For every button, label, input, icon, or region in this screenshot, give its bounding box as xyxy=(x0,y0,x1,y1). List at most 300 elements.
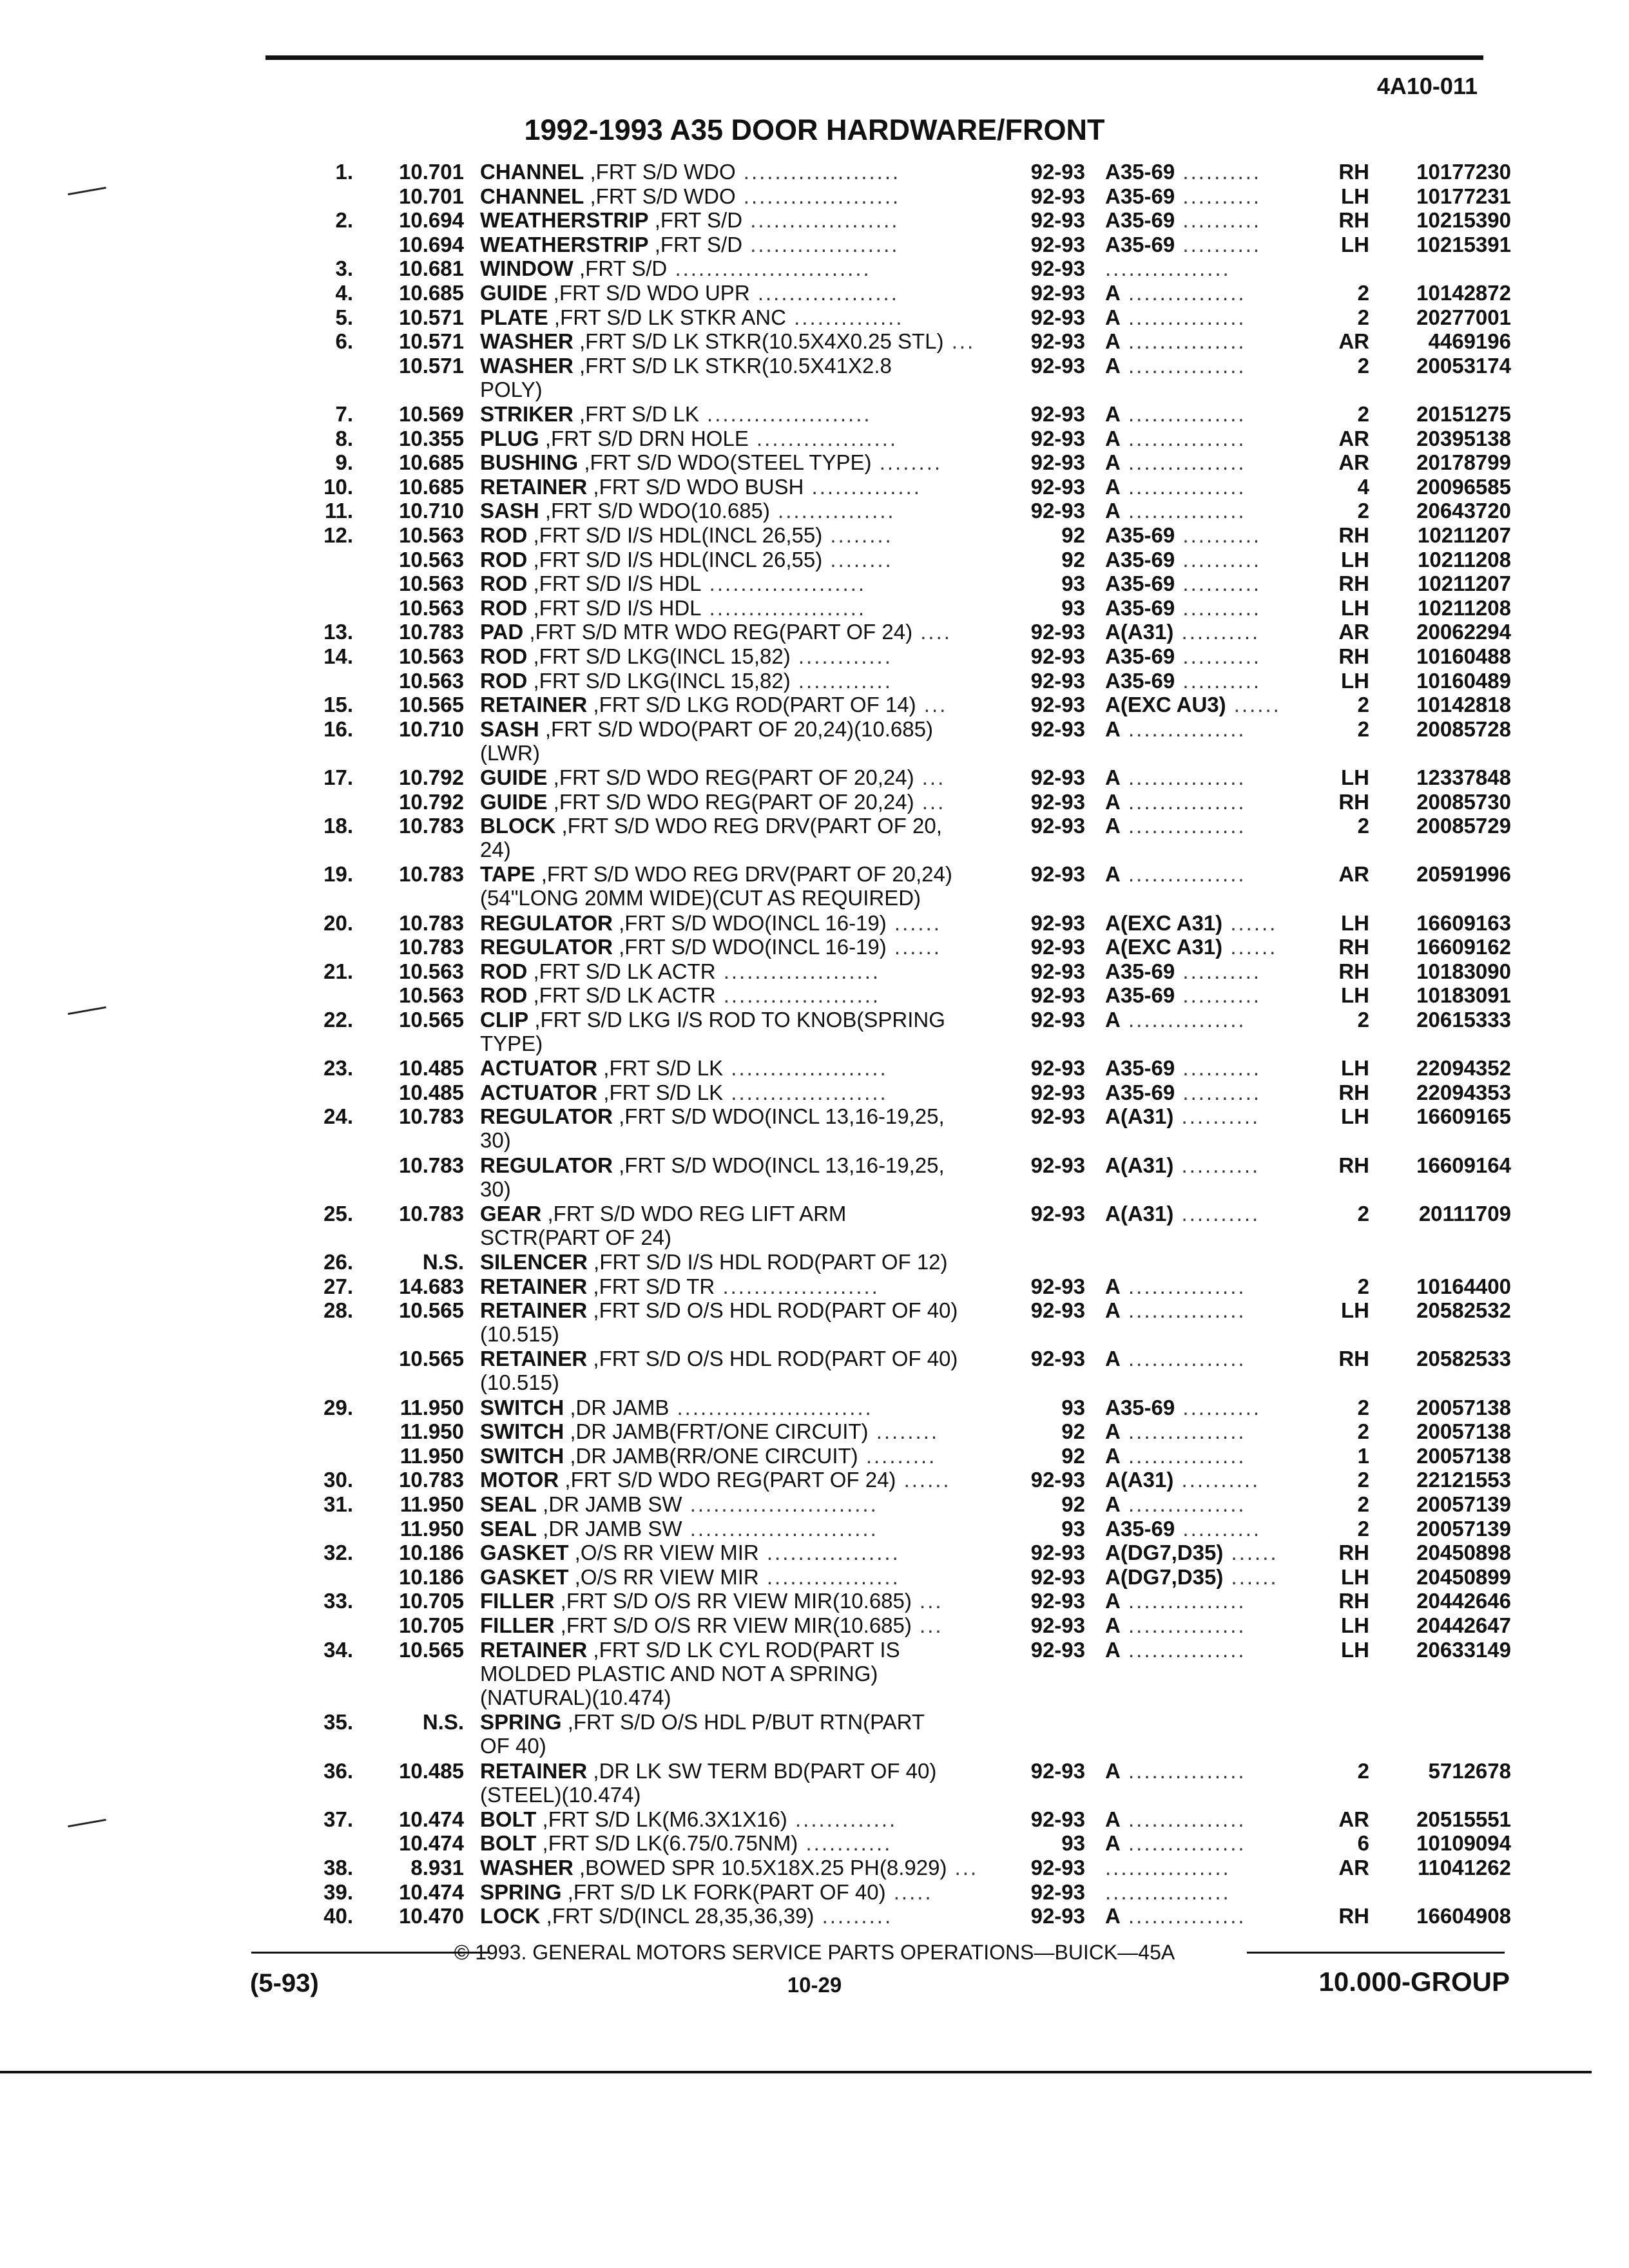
part-name: WASHER xyxy=(480,353,574,378)
years: 92-93 xyxy=(1030,789,1085,814)
part-name: FILLER xyxy=(480,1613,555,1637)
part-number: 16609162 xyxy=(1416,935,1511,959)
part-number: 16609163 xyxy=(1416,910,1511,935)
ref-number: 35. xyxy=(323,1710,353,1735)
leader-dots: ............. xyxy=(787,1807,898,1831)
part-detail: ,BOWED SPR 10.5X18X.25 PH(8.929) xyxy=(573,1856,947,1879)
years: 92-93 xyxy=(1030,1080,1085,1104)
part-name: SWITCH xyxy=(480,1419,564,1444)
group-number: 10.710 xyxy=(399,716,464,741)
group-number: 10.474 xyxy=(399,1879,464,1904)
quantity: 1 xyxy=(1357,1443,1369,1468)
years: 92-93 xyxy=(1030,353,1085,378)
years: 92-93 xyxy=(1030,1637,1085,1662)
group-number: 10.783 xyxy=(399,1153,464,1177)
model-code: A ............... xyxy=(1105,1492,1246,1516)
group-number: 10.694 xyxy=(399,232,464,256)
quantity: RH xyxy=(1338,1589,1369,1613)
part-number: 22121553 xyxy=(1416,1468,1511,1492)
ref-number: 24. xyxy=(323,1104,353,1129)
years: 93 xyxy=(1061,572,1085,596)
part-description xyxy=(480,1056,996,1080)
years: 92-93 xyxy=(1030,1153,1085,1177)
part-detail: ,FRT S/D O/S HDL ROD(PART OF 40) xyxy=(587,1347,958,1371)
ref-number: 31. xyxy=(323,1492,353,1516)
part-detail: ,FRT S/D O/S RR VIEW MIR(10.685) xyxy=(554,1589,912,1613)
part-detail: ,FRT S/D LK ACTR xyxy=(527,983,716,1008)
years: 92-93 xyxy=(1030,499,1085,523)
leader-dots: ......... xyxy=(814,1904,893,1928)
group-number: 10.783 xyxy=(399,814,464,838)
ref-number: 22. xyxy=(323,1008,353,1032)
model-code: A ............... xyxy=(1105,1589,1246,1613)
years: 92-93 xyxy=(1030,450,1085,475)
years: 92 xyxy=(1061,523,1085,547)
part-description xyxy=(480,620,996,644)
part-detail: ,FRT S/D LKG(INCL 15,82) xyxy=(527,644,791,668)
part-detail-continued: (STEEL)(10.474) xyxy=(480,1782,641,1807)
part-description xyxy=(480,935,996,959)
part-description xyxy=(480,1419,996,1443)
leader-dots: ... xyxy=(943,329,976,354)
part-number: 12337848 xyxy=(1416,765,1511,789)
ref-number: 38. xyxy=(323,1856,353,1879)
model-code: A35-69 .......... xyxy=(1105,1516,1262,1541)
years: 92-93 xyxy=(1030,208,1085,233)
part-description xyxy=(480,911,996,935)
model-code: A35-69 .......... xyxy=(1105,232,1262,256)
part-number: 20591996 xyxy=(1416,862,1511,887)
model-code: A(DG7,D35) ...... xyxy=(1105,1541,1278,1565)
years: 92 xyxy=(1061,1419,1085,1444)
part-detail: ,FRT S/D I/S HDL(INCL 26,55) xyxy=(527,523,823,547)
group-number: 10.701 xyxy=(399,184,464,208)
part-number: 20085730 xyxy=(1416,789,1511,814)
part-detail-continued: 30) xyxy=(480,1128,511,1153)
quantity: AR xyxy=(1338,1856,1369,1879)
leader-dots: ........ xyxy=(822,547,893,572)
model-code: A35-69 .......... xyxy=(1105,983,1262,1008)
years: 92-93 xyxy=(1030,256,1085,281)
ref-number: 11. xyxy=(324,499,353,523)
model-code: A(EXC AU3) ...... xyxy=(1105,693,1281,717)
part-detail: ,FRT S/D I/S HDL(INCL 26,55) xyxy=(527,547,823,572)
part-name: BUSHING xyxy=(480,450,579,475)
part-description xyxy=(480,329,996,353)
quantity: RH xyxy=(1338,644,1369,668)
part-detail: ,FRT S/D WDO(PART OF 20,24)(10.685) xyxy=(539,716,933,741)
part-name: PLATE xyxy=(480,305,548,329)
part-detail-continued: (10.515) xyxy=(480,1322,559,1347)
ref-number: 27. xyxy=(323,1274,353,1298)
part-description xyxy=(480,790,996,814)
part-number: 20515551 xyxy=(1416,1807,1511,1831)
part-detail-continued: (LWR) xyxy=(480,740,540,765)
part-description xyxy=(480,305,996,329)
quantity: 2 xyxy=(1357,814,1369,838)
quantity: AR xyxy=(1338,862,1369,887)
part-number: 20582532 xyxy=(1416,1298,1511,1323)
quantity: 2 xyxy=(1357,1468,1369,1492)
part-name: GUIDE xyxy=(480,789,548,814)
ref-number: 12. xyxy=(323,523,353,547)
part-description xyxy=(480,402,996,426)
part-number: 20096585 xyxy=(1416,474,1511,499)
quantity: 2 xyxy=(1357,353,1369,378)
quantity: 4 xyxy=(1357,474,1369,499)
part-number: 20057138 xyxy=(1416,1443,1511,1468)
part-name: GUIDE xyxy=(480,281,548,305)
quantity: RH xyxy=(1338,959,1369,983)
part-name: ROD xyxy=(480,668,528,693)
part-name: GUIDE xyxy=(480,765,548,789)
group-number: 10.701 xyxy=(399,160,464,184)
part-number: 20442647 xyxy=(1416,1613,1511,1637)
leader-dots: ...... xyxy=(886,910,941,935)
part-name: BLOCK xyxy=(480,814,556,838)
ref-number: 23. xyxy=(323,1056,353,1081)
model-code: A ............... xyxy=(1105,1419,1246,1444)
part-number: 20111709 xyxy=(1418,1201,1511,1225)
quantity: RH xyxy=(1338,789,1369,814)
quantity: LH xyxy=(1341,910,1369,935)
years: 92-93 xyxy=(1030,305,1085,329)
part-name: WEATHERSTRIP xyxy=(480,208,649,233)
group-label: 10.000-GROUP xyxy=(1318,1966,1510,1997)
ref-number: 3. xyxy=(335,256,353,281)
quantity: AR xyxy=(1338,1807,1369,1831)
binder-mark xyxy=(68,1006,106,1015)
part-detail: ,FRT S/D WDO REG(PART OF 20,24) xyxy=(547,789,914,814)
years: 92-93 xyxy=(1030,1274,1085,1298)
leader-dots: .................... xyxy=(715,959,881,983)
part-number: 20085728 xyxy=(1416,716,1511,741)
part-detail: ,FRT S/D xyxy=(648,232,743,256)
part-detail: ,FRT S/D LK STKR(10.5X4X0.25 STL) xyxy=(573,329,944,354)
part-detail: ,FRT S/D O/S RR VIEW MIR(10.685) xyxy=(554,1613,912,1637)
ref-number: 20. xyxy=(323,910,353,935)
ref-number: 6. xyxy=(335,329,353,354)
model-code: A35-69 .......... xyxy=(1105,644,1262,668)
leader-dots: ... xyxy=(947,1856,979,1879)
model-code: ................ xyxy=(1105,1856,1231,1879)
group-number: 10.563 xyxy=(399,572,464,596)
leader-dots: .................... xyxy=(723,1080,888,1104)
part-description xyxy=(480,983,996,1007)
ref-number: 5. xyxy=(335,305,353,329)
part-description xyxy=(480,1396,996,1419)
quantity: LH xyxy=(1341,668,1369,693)
ref-number: 30. xyxy=(323,1468,353,1492)
model-code: A ............... xyxy=(1105,402,1246,426)
leader-dots: ......................... xyxy=(669,1395,873,1419)
leader-dots: ................... xyxy=(742,208,900,233)
part-number: 10211207 xyxy=(1417,523,1511,547)
part-detail: ,FRT S/D xyxy=(573,256,668,281)
years: 92-93 xyxy=(1030,1856,1085,1879)
group-number: N.S. xyxy=(422,1710,464,1735)
part-detail-continued: (10.515) xyxy=(480,1370,559,1395)
years: 92-93 xyxy=(1030,620,1085,644)
part-description xyxy=(480,1250,996,1274)
quantity: LH xyxy=(1341,1298,1369,1323)
group-number: 10.571 xyxy=(399,305,464,329)
part-detail-continued: MOLDED PLASTIC AND NOT A SPRING) xyxy=(480,1661,878,1686)
part-name: BOLT xyxy=(480,1831,537,1856)
model-code: A35-69 .......... xyxy=(1105,595,1262,620)
part-name: CHANNEL xyxy=(480,184,584,208)
part-number: 16604908 xyxy=(1416,1904,1511,1928)
leader-dots: .................... xyxy=(715,983,881,1008)
part-name: REGULATOR xyxy=(480,1153,613,1177)
part-number: 22094352 xyxy=(1416,1056,1511,1081)
quantity: RH xyxy=(1338,523,1369,547)
quantity: 2 xyxy=(1357,1395,1369,1419)
quantity: AR xyxy=(1338,450,1369,475)
leader-dots: .................. xyxy=(748,426,898,450)
part-name: SWITCH xyxy=(480,1395,564,1419)
part-detail: ,FRT S/D O/S HDL P/BUT RTN(PART xyxy=(561,1710,925,1735)
part-detail: ,FRT S/D LK FORK(PART OF 40) xyxy=(561,1879,886,1904)
leader-dots: .............. xyxy=(804,474,921,499)
quantity: 2 xyxy=(1357,1492,1369,1516)
group-number: 10.355 xyxy=(399,426,464,450)
part-number: 10183091 xyxy=(1416,983,1511,1008)
ref-number: 18. xyxy=(323,814,353,838)
part-detail: ,O/S RR VIEW MIR xyxy=(568,1541,759,1565)
quantity: RH xyxy=(1338,1347,1369,1371)
years: 92-93 xyxy=(1030,1589,1085,1613)
part-detail: ,FRT S/D I/S HDL ROD(PART OF 12) xyxy=(587,1250,948,1274)
part-name: GEAR xyxy=(480,1201,542,1225)
leader-dots: .................... xyxy=(701,595,867,620)
ref-number: 28. xyxy=(323,1298,353,1323)
model-code: A35-69 .......... xyxy=(1105,572,1262,596)
quantity: RH xyxy=(1338,1541,1369,1565)
part-detail: ,FRT S/D LKG ROD(PART OF 14) xyxy=(587,693,916,717)
part-detail: ,O/S RR VIEW MIR xyxy=(568,1564,759,1589)
part-number: 10160488 xyxy=(1416,644,1511,668)
years: 92-93 xyxy=(1030,281,1085,305)
model-code: A(EXC A31) ...... xyxy=(1105,935,1278,959)
model-code: A35-69 .......... xyxy=(1105,1395,1262,1419)
years: 92-93 xyxy=(1030,959,1085,983)
part-name: RETAINER xyxy=(480,1637,588,1662)
page-number: 10-29 xyxy=(787,1973,842,1997)
quantity: LH xyxy=(1341,1104,1369,1129)
years: 92-93 xyxy=(1030,184,1085,208)
model-code: A ............... xyxy=(1105,499,1246,523)
part-detail: ,FRT S/D LK xyxy=(597,1080,724,1104)
part-detail: ,FRT S/D WDO REG DRV(PART OF 20,24) xyxy=(535,862,952,887)
document-id: 4A10-011 xyxy=(1376,73,1478,99)
model-code: A ............... xyxy=(1105,1008,1246,1032)
part-name: ROD xyxy=(480,983,528,1008)
part-detail-continued: POLY) xyxy=(480,377,543,401)
quantity: AR xyxy=(1338,620,1369,644)
years: 92-93 xyxy=(1030,1468,1085,1492)
group-number: 10.186 xyxy=(399,1541,464,1565)
leader-dots: .............. xyxy=(786,305,904,329)
group-number: 10.485 xyxy=(399,1758,464,1783)
group-number: 10.569 xyxy=(399,402,464,426)
years: 92-93 xyxy=(1030,329,1085,354)
part-detail: ,FRT S/D O/S HDL ROD(PART OF 40) xyxy=(587,1298,958,1323)
quantity: RH xyxy=(1338,208,1369,233)
ref-number: 10. xyxy=(323,474,353,499)
part-number: 10211208 xyxy=(1417,547,1511,572)
group-number: 10.565 xyxy=(399,693,464,717)
model-code: A(DG7,D35) ...... xyxy=(1105,1564,1278,1589)
top-rule xyxy=(265,55,1483,60)
part-number: 20395138 xyxy=(1416,426,1511,450)
ref-number: 13. xyxy=(323,620,353,644)
ref-number: 33. xyxy=(323,1589,353,1613)
group-number: 10.783 xyxy=(399,1468,464,1492)
leader-dots: ........... xyxy=(798,1831,892,1856)
part-description xyxy=(480,256,996,280)
ref-number: 40. xyxy=(323,1904,353,1928)
model-code: A(A31) .......... xyxy=(1105,1201,1260,1225)
part-description xyxy=(480,1880,996,1904)
part-name: SPRING xyxy=(480,1879,562,1904)
part-number: 20178799 xyxy=(1416,450,1511,475)
part-number: 10142872 xyxy=(1416,281,1511,305)
part-name: ROD xyxy=(480,572,528,596)
group-number: 14.683 xyxy=(399,1274,464,1298)
part-name: MOTOR xyxy=(480,1468,559,1492)
part-number: 20450898 xyxy=(1416,1541,1511,1565)
part-detail-continued: OF 40) xyxy=(480,1734,546,1758)
years: 93 xyxy=(1061,1395,1085,1419)
part-description xyxy=(480,862,996,910)
part-number: 16609165 xyxy=(1416,1104,1511,1129)
quantity: 2 xyxy=(1357,1274,1369,1298)
part-detail: ,DR JAMB SW xyxy=(537,1516,682,1541)
group-number: 10.783 xyxy=(399,910,464,935)
part-description xyxy=(480,765,996,789)
model-code: A ............... xyxy=(1105,1904,1246,1928)
part-number: 20442646 xyxy=(1416,1589,1511,1613)
part-detail: ,FRT S/D WDO REG LIFT ARM xyxy=(541,1201,847,1225)
part-name: RETAINER xyxy=(480,1347,588,1371)
part-name: GASKET xyxy=(480,1564,569,1589)
part-name: ROD xyxy=(480,595,528,620)
leader-dots: ............ xyxy=(790,668,892,693)
part-name: RETAINER xyxy=(480,693,588,717)
part-number: 10211208 xyxy=(1417,595,1511,620)
part-name: ROD xyxy=(480,959,528,983)
years: 92-93 xyxy=(1030,1758,1085,1783)
part-description xyxy=(480,1298,996,1346)
part-number: 20643720 xyxy=(1416,499,1511,523)
group-number: 10.694 xyxy=(399,208,464,233)
ref-number: 1. xyxy=(335,160,353,184)
part-detail: ,FRT S/D LK ACTR xyxy=(527,959,716,983)
years: 92-93 xyxy=(1030,644,1085,668)
leader-dots: ... xyxy=(911,1589,943,1613)
group-number: 10.186 xyxy=(399,1564,464,1589)
model-code: A(EXC A31) ...... xyxy=(1105,910,1278,935)
model-code: A ............... xyxy=(1105,281,1246,305)
model-code: A ............... xyxy=(1105,765,1246,789)
model-code: ................ xyxy=(1105,256,1231,281)
ref-number: 17. xyxy=(323,765,353,789)
leader-dots: ...... xyxy=(896,1468,951,1492)
part-name: WINDOW xyxy=(480,256,574,281)
leader-dots: ........ xyxy=(868,1419,940,1444)
years: 93 xyxy=(1061,1516,1085,1541)
part-description xyxy=(480,1904,996,1928)
leader-dots: ................. xyxy=(758,1541,900,1565)
model-code: A35-69 .......... xyxy=(1105,547,1262,572)
part-description xyxy=(480,475,996,499)
part-description xyxy=(480,1008,996,1055)
part-detail: ,FRT S/D LK xyxy=(597,1056,724,1081)
binder-mark xyxy=(68,187,106,195)
quantity: LH xyxy=(1341,1056,1369,1081)
part-detail: ,DR JAMB xyxy=(564,1395,670,1419)
model-code: A ............... xyxy=(1105,329,1246,354)
group-number: 11.950 xyxy=(400,1492,464,1516)
group-number: 10.485 xyxy=(399,1056,464,1081)
part-detail: ,FRT S/D WDO(INCL 16-19) xyxy=(612,910,887,935)
leader-dots: ........................ xyxy=(682,1492,878,1516)
years: 92 xyxy=(1061,1492,1085,1516)
ref-number: 16. xyxy=(323,716,353,741)
part-detail: ,DR LK SW TERM BD(PART OF 40) xyxy=(587,1758,937,1783)
part-detail: ,FRT S/D WDO(INCL 13,16-19,25, xyxy=(612,1104,945,1129)
model-code: A35-69 .......... xyxy=(1105,160,1262,184)
model-code: A35-69 .......... xyxy=(1105,668,1262,693)
part-detail: ,FRT S/D DRN HOLE xyxy=(539,426,749,450)
part-description xyxy=(480,1638,996,1709)
group-number: 10.474 xyxy=(399,1807,464,1831)
leader-dots: ................... xyxy=(742,232,900,256)
leader-dots: ................. xyxy=(758,1564,900,1589)
ref-number: 32. xyxy=(323,1541,353,1565)
part-number: 20450899 xyxy=(1416,1564,1511,1589)
years: 92-93 xyxy=(1030,1201,1085,1225)
group-number: 11.950 xyxy=(400,1419,464,1444)
part-number: 20151275 xyxy=(1416,402,1511,426)
part-name: BOLT xyxy=(480,1807,537,1831)
part-name: RETAINER xyxy=(480,1298,588,1323)
part-description xyxy=(480,427,996,450)
part-name: FILLER xyxy=(480,1589,555,1613)
model-code: A ............... xyxy=(1105,1807,1246,1831)
quantity: 2 xyxy=(1357,402,1369,426)
part-number: 20633149 xyxy=(1416,1637,1511,1662)
part-name: RETAINER xyxy=(480,474,588,499)
part-description xyxy=(480,1202,996,1249)
part-description xyxy=(480,1517,996,1541)
part-description xyxy=(480,1444,996,1468)
model-code: A ............... xyxy=(1105,1443,1246,1468)
leader-dots: ... xyxy=(916,693,948,717)
part-description xyxy=(480,1831,996,1855)
part-detail: ,FRT S/D LK CYL ROD(PART IS xyxy=(587,1637,900,1662)
model-code: A ............... xyxy=(1105,814,1246,838)
group-number: 10.783 xyxy=(399,1201,464,1225)
part-number: 10164400 xyxy=(1416,1274,1511,1298)
leader-dots: .................... xyxy=(723,1056,888,1081)
ref-number: 14. xyxy=(323,644,353,668)
part-detail: ,FRT S/D LK STKR ANC xyxy=(548,305,786,329)
model-code: A(A31) .......... xyxy=(1105,1153,1260,1177)
part-description xyxy=(480,281,996,305)
ref-number: 36. xyxy=(323,1758,353,1783)
